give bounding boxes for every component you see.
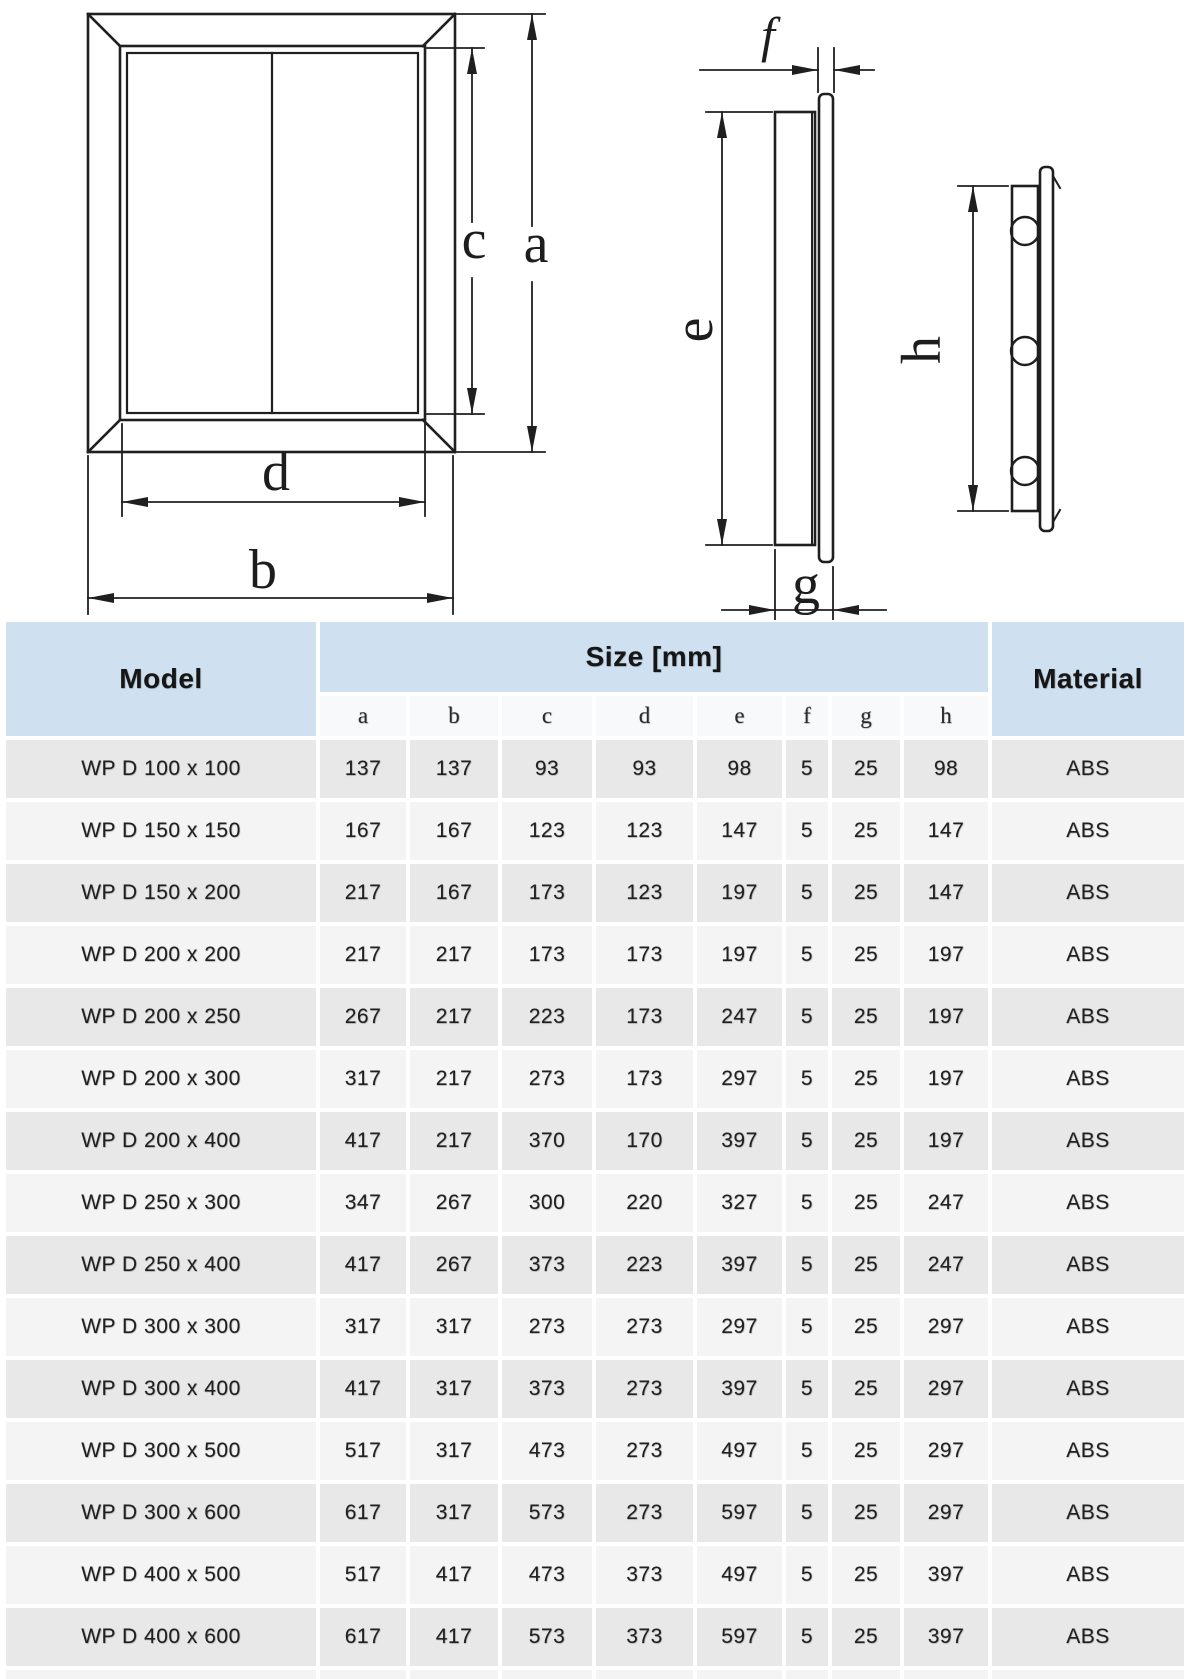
model-cell: WP D 300 x 500: [6, 1422, 316, 1480]
dim-h-cell: 397: [904, 1608, 988, 1666]
dim-e-cell: 597: [697, 1608, 782, 1666]
model-cell: WP D 200 x 250: [6, 988, 316, 1046]
dim-b-cell: 267: [410, 1174, 498, 1232]
dim-c-cell: 300: [502, 1174, 592, 1232]
model-cell: WP D 200 x 400: [6, 1112, 316, 1170]
dim-b-cell: 217: [410, 1112, 498, 1170]
dim-a-cell: 317: [320, 1050, 406, 1108]
dim-d-cell: 173: [596, 1050, 693, 1108]
dim-f-cell: 5: [786, 1298, 828, 1356]
dim-a-cell: 617: [320, 1484, 406, 1542]
dim-b-cell: 317: [410, 1422, 498, 1480]
dim-a-cell: 267: [320, 988, 406, 1046]
snap-clip: [1011, 457, 1039, 485]
dim-a-cell: 217: [320, 926, 406, 984]
material-cell: ABS: [992, 740, 1184, 798]
dim-c-cell: 93: [502, 740, 592, 798]
dim-a-cell: 417: [320, 1236, 406, 1294]
dim-label-h: h: [891, 336, 953, 364]
dim-h-cell: 197: [904, 926, 988, 984]
table-row: [6, 1608, 1184, 1666]
dim-g-cell: 25: [832, 1112, 900, 1170]
dim-d-cell: 123: [596, 802, 693, 860]
dim-c-cell: 573: [502, 1608, 592, 1666]
dim-label-d: d: [262, 441, 290, 503]
table-row: [6, 1546, 1184, 1604]
model-cell: WP D 150 x 200: [6, 864, 316, 922]
dim-b-cell: 217: [410, 988, 498, 1046]
dim-h-cell: 197: [904, 1112, 988, 1170]
dim-d-cell: 273: [596, 1360, 693, 1418]
dim-h-cell: 197: [904, 988, 988, 1046]
dim-d-cell: 273: [596, 1422, 693, 1480]
dim-e-cell: 397: [697, 1112, 782, 1170]
dim-h-cell: 98: [904, 740, 988, 798]
model-cell: WP D 300 x 600: [6, 1484, 316, 1542]
dim-h: [958, 186, 1008, 511]
model-cell: WP D 150 x 150: [6, 802, 316, 860]
dim-f-cell: 5: [786, 740, 828, 798]
dim-c-cell: 223: [502, 988, 592, 1046]
dim-a-cell: 167: [320, 802, 406, 860]
material-cell: ABS: [992, 1546, 1184, 1604]
material-cell: ABS: [992, 1112, 1184, 1170]
dim-col-f: f: [786, 696, 828, 736]
dim-g-cell: 25: [832, 1050, 900, 1108]
dim-g-cell: 25: [832, 1174, 900, 1232]
model-cell: WP D 400 x 600: [6, 1608, 316, 1666]
dim-f-cell: 5: [786, 864, 828, 922]
dim-g-cell: 25: [832, 1484, 900, 1542]
model-cell: WP D 200 x 300: [6, 1050, 316, 1108]
model-cell: [6, 1670, 316, 1679]
dim-d-cell: 93: [596, 740, 693, 798]
dim-col-a: a: [320, 696, 406, 736]
dim-d-cell: 373: [596, 1608, 693, 1666]
dim-d-cell: 173: [596, 988, 693, 1046]
dim-c-cell: 473: [502, 1546, 592, 1604]
dim-d-cell: 170: [596, 1112, 693, 1170]
dim-col-b: b: [410, 696, 498, 736]
dim-b-cell: 317: [410, 1360, 498, 1418]
dim-h-cell: 297: [904, 1298, 988, 1356]
dim-label-g: g: [792, 554, 820, 616]
dim-f-cell: 5: [786, 1360, 828, 1418]
dim-f-cell: 5: [786, 1174, 828, 1232]
size-table-body: [6, 740, 1184, 1666]
dim-b-cell: 317: [410, 1484, 498, 1542]
dim-e-cell: 327: [697, 1174, 782, 1232]
dim-a-cell: 137: [320, 740, 406, 798]
dim-f-cell: 5: [786, 988, 828, 1046]
dim-a-cell: 517: [320, 1422, 406, 1480]
material-cell: [992, 1670, 1184, 1679]
dim-c-cell: 273: [502, 1050, 592, 1108]
dim-e-cell: 497: [697, 1422, 782, 1480]
dim-col-h: h: [904, 696, 988, 736]
dim-c-cell: 370: [502, 1112, 592, 1170]
dim-h-cell: 297: [904, 1360, 988, 1418]
dim-e-cell: 197: [697, 864, 782, 922]
table-row: [6, 1360, 1184, 1418]
rear-view: [891, 167, 1060, 531]
dim-g-cell: 25: [832, 740, 900, 798]
dim-a-cell: 417: [320, 1112, 406, 1170]
dim-e-cell: 147: [697, 802, 782, 860]
dim-label-c: c: [461, 209, 487, 271]
dim-h-cell: 147: [904, 802, 988, 860]
dim-h-cell: 397: [904, 1546, 988, 1604]
dim-f-cell: 5: [786, 1422, 828, 1480]
dim-e-cell: 497: [697, 1546, 782, 1604]
model-cell: WP D 300 x 400: [6, 1360, 316, 1418]
dim-g-cell: 25: [832, 988, 900, 1046]
table-row: [6, 1050, 1184, 1108]
material-cell: ABS: [992, 1174, 1184, 1232]
dim-h-cell: 147: [904, 864, 988, 922]
dim-h-cell: 297: [904, 1422, 988, 1480]
material-cell: ABS: [992, 1484, 1184, 1542]
dim-e-cell: 597: [697, 1484, 782, 1542]
dim-d-cell: 273: [596, 1298, 693, 1356]
dim-b-cell: 217: [410, 1050, 498, 1108]
col-header-material: Material: [992, 622, 1184, 736]
dim-label-a: a: [523, 213, 549, 275]
material-cell: ABS: [992, 1422, 1184, 1480]
dim-e-cell: 397: [697, 1236, 782, 1294]
table-row: [6, 926, 1184, 984]
dim-g-cell: 25: [832, 1546, 900, 1604]
material-cell: ABS: [992, 1050, 1184, 1108]
dim-c-cell: 173: [502, 864, 592, 922]
material-cell: ABS: [992, 864, 1184, 922]
side-view: [663, 7, 886, 620]
dim-h-cell: 197: [904, 1050, 988, 1108]
table-row: [6, 864, 1184, 922]
technical-drawing: [0, 0, 1188, 620]
model-cell: WP D 250 x 400: [6, 1236, 316, 1294]
material-cell: ABS: [992, 1236, 1184, 1294]
dim-a-cell: 517: [320, 1546, 406, 1604]
dim-b-cell: 167: [410, 802, 498, 860]
dim-e-cell: 397: [697, 1360, 782, 1418]
snap-clip: [1011, 217, 1039, 245]
partial-row: [6, 1670, 1184, 1679]
dim-f: [700, 48, 874, 92]
dim-g-cell: 25: [832, 1608, 900, 1666]
dim-d-cell: 220: [596, 1174, 693, 1232]
material-cell: ABS: [992, 926, 1184, 984]
front-view: [88, 14, 549, 614]
dim-f-cell: 5: [786, 1236, 828, 1294]
dim-h-cell: 247: [904, 1174, 988, 1232]
dim-c-cell: 123: [502, 802, 592, 860]
material-cell: ABS: [992, 802, 1184, 860]
dim-b-cell: 267: [410, 1236, 498, 1294]
dim-g-cell: 25: [832, 1422, 900, 1480]
dim-g-cell: 25: [832, 926, 900, 984]
col-header-model: Model: [6, 622, 316, 736]
dim-label-e: e: [663, 317, 725, 343]
model-cell: WP D 250 x 300: [6, 1174, 316, 1232]
dim-e-cell: 98: [697, 740, 782, 798]
dim-b-cell: 137: [410, 740, 498, 798]
dim-g-cell: 25: [832, 1360, 900, 1418]
table-row: [6, 740, 1184, 798]
dim-a-cell: 317: [320, 1298, 406, 1356]
dim-a-cell: 347: [320, 1174, 406, 1232]
dim-label-f: f: [761, 7, 775, 63]
dim-g-cell: 25: [832, 1236, 900, 1294]
dim-h-cell: 247: [904, 1236, 988, 1294]
model-cell: WP D 200 x 200: [6, 926, 316, 984]
dim-d-cell: 123: [596, 864, 693, 922]
table-row: [6, 1484, 1184, 1542]
dim-b-cell: 417: [410, 1546, 498, 1604]
col-header-size: Size [mm]: [320, 622, 988, 692]
table-row: [6, 1422, 1184, 1480]
table-row: [6, 1236, 1184, 1294]
dim-e-cell: 197: [697, 926, 782, 984]
material-cell: ABS: [992, 1360, 1184, 1418]
dim-f-cell: 5: [786, 1484, 828, 1542]
dim-c-cell: 573: [502, 1484, 592, 1542]
dim-f-cell: 5: [786, 926, 828, 984]
dim-e-cell: 297: [697, 1298, 782, 1356]
dim-b-cell: 417: [410, 1608, 498, 1666]
dim-f-cell: 5: [786, 1546, 828, 1604]
dim-g-cell: 25: [832, 864, 900, 922]
table-row: [6, 1298, 1184, 1356]
dim-f-cell: 5: [786, 802, 828, 860]
table-row: [6, 988, 1184, 1046]
dim-d-cell: 373: [596, 1546, 693, 1604]
dim-d-cell: 273: [596, 1484, 693, 1542]
dim-b-cell: 317: [410, 1298, 498, 1356]
model-cell: WP D 300 x 300: [6, 1298, 316, 1356]
material-cell: ABS: [992, 1608, 1184, 1666]
dim-f-cell: 5: [786, 1608, 828, 1666]
dim-d-cell: 173: [596, 926, 693, 984]
dim-c-cell: 473: [502, 1422, 592, 1480]
material-cell: ABS: [992, 1298, 1184, 1356]
dim-a-cell: 617: [320, 1608, 406, 1666]
dim-label-b: b: [249, 539, 277, 601]
dim-c-cell: 373: [502, 1360, 592, 1418]
dim-e-cell: 247: [697, 988, 782, 1046]
dim-col-g: g: [832, 696, 900, 736]
dim-h-cell: 297: [904, 1484, 988, 1542]
dim-e-cell: 297: [697, 1050, 782, 1108]
dim-f-cell: 5: [786, 1112, 828, 1170]
dim-col-d: d: [596, 696, 693, 736]
dim-b-cell: 217: [410, 926, 498, 984]
dim-g-cell: 25: [832, 802, 900, 860]
dim-col-c: c: [502, 696, 592, 736]
material-cell: ABS: [992, 988, 1184, 1046]
dim-c-cell: 373: [502, 1236, 592, 1294]
model-cell: WP D 400 x 500: [6, 1546, 316, 1604]
snap-clip: [1011, 337, 1039, 365]
dim-a-cell: 217: [320, 864, 406, 922]
dim-c-cell: 173: [502, 926, 592, 984]
dim-c-cell: 273: [502, 1298, 592, 1356]
dim-f-cell: 5: [786, 1050, 828, 1108]
size-table: [2, 618, 1188, 1679]
dim-d-cell: 223: [596, 1236, 693, 1294]
table-row: [6, 802, 1184, 860]
dim-col-e: e: [697, 696, 782, 736]
table-row: [6, 1112, 1184, 1170]
model-cell: WP D 100 x 100: [6, 740, 316, 798]
dim-b-cell: 167: [410, 864, 498, 922]
dim-a-cell: 417: [320, 1360, 406, 1418]
table-row: [6, 1174, 1184, 1232]
dim-g-cell: 25: [832, 1298, 900, 1356]
